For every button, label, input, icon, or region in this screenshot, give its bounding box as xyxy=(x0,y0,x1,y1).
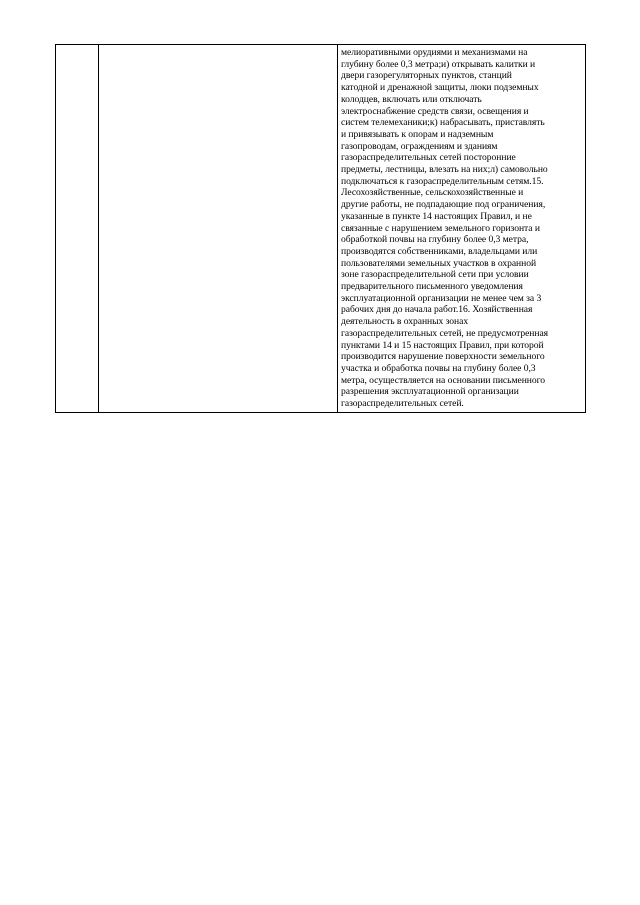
text-line: электроснабжение средств связи, освещения и xyxy=(341,105,529,117)
text-line: мелиоративными орудиями и механизмами на xyxy=(341,47,528,58)
text-line: глубину более 0,3 метра;и) открывать калитки и xyxy=(341,58,536,70)
content-text xyxy=(338,45,585,412)
text-line: производится нарушение поверхности земельного xyxy=(341,351,545,363)
table-cell-number xyxy=(56,45,99,413)
text-line: катодной и дренажной защиты, люки подземных xyxy=(341,82,539,94)
text-line: указанные в пункте 14 настоящих Правил, и не xyxy=(341,210,532,222)
text-line: связанные с нарушением земельного горизонта и xyxy=(341,222,540,234)
text-line: и привязывать к опорам и надземным xyxy=(341,128,494,140)
text-line: газопроводам, ограждениям и зданиям xyxy=(341,140,498,152)
text-line: колодцев, включать или отключать xyxy=(341,93,482,105)
text-line: рабочих дня до начала работ.16. Хозяйственная xyxy=(341,304,533,316)
text-line: зоне газораспределительной сети при условии xyxy=(341,269,529,281)
text-line: пользователями земельных участков в охранной xyxy=(341,257,537,269)
document-table xyxy=(55,44,586,413)
text-line: газораспределительных сетей посторонние xyxy=(341,152,516,164)
text-line: деятельность в охранных зонах xyxy=(341,316,469,328)
text-line: пунктами 14 и 15 настоящих Правил, при которой xyxy=(341,339,544,351)
text-line: Лесохозяйственные, сельскохозяйственные и xyxy=(341,187,524,199)
text-line: другие работы, не подпадающие под ограничения, xyxy=(341,199,546,211)
text-line: подключаться к газораспределительным сетям.15. xyxy=(341,175,544,187)
text-line: разрешения эксплуатационной организации xyxy=(341,386,519,398)
text-line: газораспределительных сетей. xyxy=(341,398,464,410)
text-line: участка и обработка почвы на глубину более 0,3 xyxy=(341,362,536,374)
text-line: предварительного письменного уведомления xyxy=(341,281,523,293)
text-line: производятся собственниками, владельцами или xyxy=(341,245,538,257)
text-line: газораспределительных сетей, не предусмотренная xyxy=(341,327,549,339)
text-line: обработкой почвы на глубину более 0,3 метра, xyxy=(341,234,529,246)
table-row xyxy=(56,45,586,413)
text-line: метра, осуществляется на основании письменного xyxy=(341,374,545,386)
table-cell-content xyxy=(338,45,586,413)
table-cell-name xyxy=(99,45,338,413)
text-line: предметы, лестницы, влезать на них;л) самовольно xyxy=(341,164,548,176)
text-line: эксплуатационной организации не менее чем за 3 xyxy=(341,292,542,304)
text-line: двери газорегуляторных пунктов, станций xyxy=(341,70,512,82)
text-line: систем телемеханики;к) набрасывать, приставлять xyxy=(341,117,545,129)
